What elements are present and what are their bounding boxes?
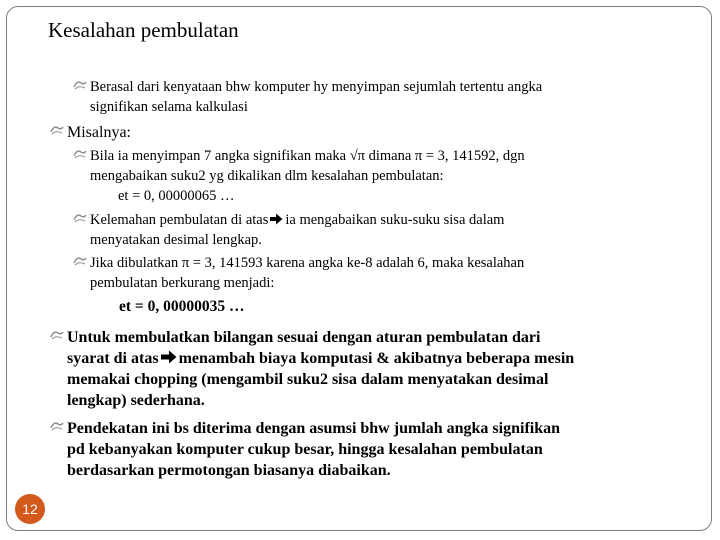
right-arrow-icon	[161, 350, 177, 364]
slide-title: Kesalahan pembulatan	[48, 18, 239, 42]
slide-number-badge: 12	[15, 494, 45, 524]
bullet-swirl-icon	[73, 79, 87, 91]
formula-et-bold: et = 0, 00000035 …	[119, 298, 245, 315]
bullet-text-line: signifikan selama kalkulasi	[90, 99, 248, 115]
text-segment: Kelemahan pembulatan di atas	[90, 212, 269, 228]
bullet-text-line	[67, 348, 574, 369]
bullet-swirl-icon	[73, 212, 87, 224]
bullet-pendekatan	[67, 418, 560, 481]
bullet-untuk	[67, 327, 574, 411]
bullet-swirl-icon	[73, 148, 87, 160]
text-segment: menambah biaya komputasi & akibatnya beberapa mesin	[178, 350, 575, 367]
bullet-kelemahan	[90, 210, 504, 250]
formula-et: et = 0, 00000065 …	[118, 188, 235, 204]
bullet-text-line: memakai chopping (mengambil suku2 sisa dalam menyatakan desimal	[67, 371, 549, 388]
bullet-misalnya	[67, 122, 131, 143]
right-arrow-icon	[270, 213, 283, 225]
bullet-swirl-icon	[50, 329, 64, 341]
bullet-berasal	[90, 77, 542, 117]
bullet-text-line: Bila ia menyimpan 7 angka signifikan maka √π dimana π = 3, 141592, dgn	[90, 148, 525, 164]
bullet-text-line: Untuk membulatkan bilangan sesuai dengan aturan pembulatan dari	[67, 329, 541, 346]
bullet-swirl-icon	[50, 420, 64, 432]
bullet-text-line: Berasal dari kenyataan bhw komputer hy menyimpan sejumlah tertentu angka	[90, 79, 543, 95]
bullet-jika	[90, 253, 524, 293]
text-segment: syarat di atas	[67, 350, 159, 367]
bullet-text-line: Pendekatan ini bs diterima dengan asumsi bhw jumlah angka signifikan	[67, 420, 561, 437]
bullet-text-line: mengabaikan suku2 yg dikalikan dlm kesalahan pembulatan:	[90, 168, 444, 184]
text-segment: ia mengabaikan suku-suku sisa dalam	[285, 212, 505, 228]
bullet-text-line: pd kebanyakan komputer cukup besar, hingga kesalahan pembulatan	[67, 441, 543, 458]
bullet-text-line	[90, 210, 504, 230]
bullet-text-line: menyatakan desimal lengkap.	[90, 232, 262, 248]
bullet-text-line: Jika dibulatkan π = 3, 141593 karena angka ke-8 adalah 6, maka kesalahan	[90, 255, 525, 271]
bullet-text-line: berdasarkan permotongan biasanya diabaikan.	[67, 462, 391, 479]
bullet-bila	[90, 146, 525, 206]
bullet-text-line: pembulatan berkurang menjadi:	[90, 275, 275, 291]
bullet-text-line: lengkap) sederhana.	[67, 392, 205, 409]
bullet-swirl-icon	[73, 255, 87, 267]
bullet-swirl-icon	[50, 124, 64, 136]
bullet-text-line: Misalnya:	[67, 124, 131, 141]
